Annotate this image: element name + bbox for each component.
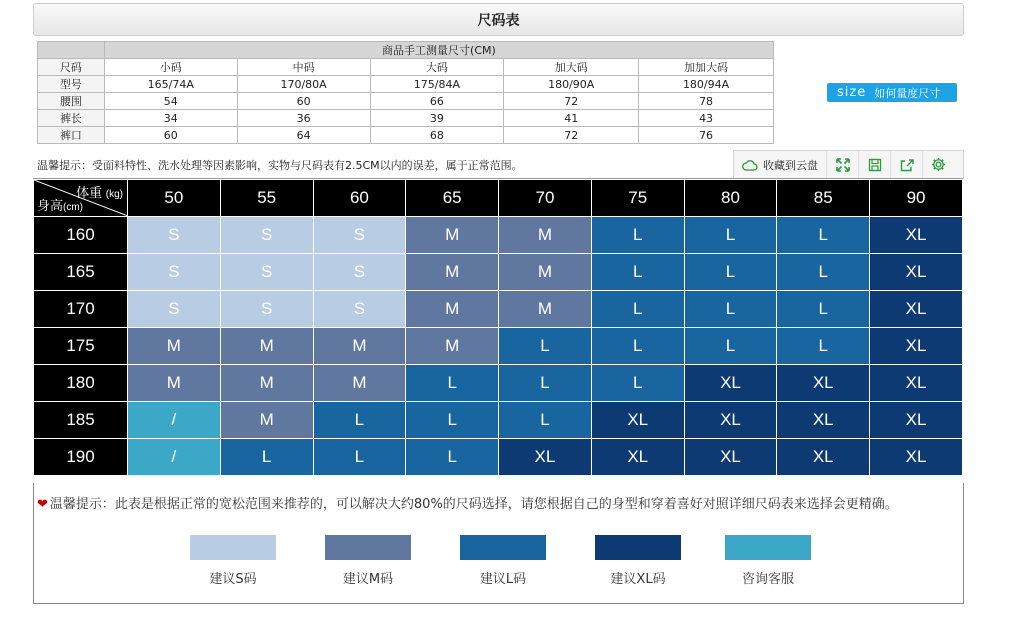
row-label: 裤口 — [38, 127, 105, 144]
weight-header-row — [34, 180, 963, 217]
measurement-tip: 温馨提示：受面料特性、洗水处理等因素影响，实物与尺码表有2.5CM以内的误差，属于正常范围。 — [37, 159, 523, 172]
size-guide-label: size — [837, 85, 867, 100]
weight-header: 55 — [220, 180, 313, 217]
fullscreen-button[interactable] — [827, 151, 859, 178]
size-cell: XL — [777, 365, 870, 402]
table-cell: 165/74A — [104, 76, 237, 93]
recommendation-tip — [37, 493, 898, 512]
table-cell: 60 — [104, 127, 237, 144]
size-cell: S — [128, 217, 221, 254]
size-cell: M — [128, 328, 221, 365]
size-cell: S — [220, 254, 313, 291]
row-label: 型号 — [38, 76, 105, 93]
measurement-corner — [38, 42, 105, 59]
legend-item — [595, 535, 681, 587]
legend-label: 建议L码 — [479, 572, 527, 587]
size-cell: L — [684, 254, 777, 291]
weight-header: 90 — [870, 180, 963, 217]
size-cell: L — [313, 402, 406, 439]
table-cell: 72 — [504, 93, 639, 110]
cloud-icon — [742, 159, 758, 171]
page-title: 尺码表 — [477, 12, 520, 29]
size-cell: XL — [870, 365, 963, 402]
size-cell: L — [591, 217, 684, 254]
weight-axis-unit: (kg) — [105, 189, 123, 200]
table-row — [38, 93, 774, 110]
size-cell: L — [591, 328, 684, 365]
size-cell: S — [220, 217, 313, 254]
weight-axis-label: 体重 — [76, 185, 103, 200]
height-header: 180 — [34, 365, 128, 402]
size-cell: L — [313, 439, 406, 476]
size-cell: XL — [591, 439, 684, 476]
table-cell: 加大码 — [504, 59, 639, 76]
size-cell: S — [313, 254, 406, 291]
height-header: 175 — [34, 328, 128, 365]
gear-icon — [931, 157, 946, 172]
size-cell: XL — [684, 402, 777, 439]
size-cell: XL — [777, 439, 870, 476]
size-cell: M — [406, 217, 499, 254]
size-cell: XL — [684, 439, 777, 476]
size-cell: XL — [777, 402, 870, 439]
grid-row — [34, 254, 963, 291]
height-header: 165 — [34, 254, 128, 291]
grid-row — [34, 217, 963, 254]
legend-item — [325, 535, 411, 587]
size-cell: L — [591, 291, 684, 328]
table-cell: 66 — [370, 93, 504, 110]
table-cell: 中码 — [237, 59, 370, 76]
table-cell: 60 — [237, 93, 370, 110]
grid-row — [34, 365, 963, 402]
size-cell: L — [777, 328, 870, 365]
size-cell: XL — [870, 254, 963, 291]
cloud-toolbar — [733, 150, 964, 179]
table-cell: 36 — [237, 110, 370, 127]
legend-item — [460, 535, 546, 587]
table-cell: 78 — [639, 93, 774, 110]
size-cell: S — [220, 291, 313, 328]
size-cell: / — [128, 402, 221, 439]
legend-swatch — [595, 535, 681, 560]
legend-swatch — [190, 535, 276, 560]
size-cell: L — [684, 328, 777, 365]
height-header: 190 — [34, 439, 128, 476]
table-cell: 41 — [504, 110, 639, 127]
size-cell: M — [313, 365, 406, 402]
weight-header: 85 — [777, 180, 870, 217]
table-row — [38, 76, 774, 93]
table-cell: 68 — [370, 127, 504, 144]
heart-icon: ❤ — [37, 497, 48, 512]
size-cell: M — [128, 365, 221, 402]
legend-label: 建议M码 — [342, 572, 394, 587]
size-cell: XL — [870, 439, 963, 476]
size-cell: M — [406, 328, 499, 365]
recommendation-tip-text: 温馨提示：此表是根据正常的宽松范围来推荐的，可以解决大约80%的尺码选择，请您根据自己的身型和穿着喜好对照详细尺码表来选择会更精确。 — [49, 497, 898, 512]
size-cell: L — [499, 402, 592, 439]
table-cell: 小码 — [104, 59, 237, 76]
size-cell: M — [406, 291, 499, 328]
table-cell: 43 — [639, 110, 774, 127]
size-cell: L — [777, 217, 870, 254]
size-guide-sublabel: 如何量度尺寸 — [874, 86, 941, 100]
size-cell: L — [591, 254, 684, 291]
measurement-group-header: 商品手工测量尺寸(CM) — [104, 42, 773, 59]
table-row — [38, 127, 774, 144]
weight-header: 65 — [406, 180, 499, 217]
size-cell: M — [220, 402, 313, 439]
legend-swatch — [325, 535, 411, 560]
size-cell: L — [684, 291, 777, 328]
weight-header: 50 — [128, 180, 221, 217]
table-row — [38, 59, 774, 76]
legend-label: 建议S码 — [209, 572, 257, 587]
table-cell: 175/84A — [370, 76, 504, 93]
table-cell: 64 — [237, 127, 370, 144]
weight-header: 60 — [313, 180, 406, 217]
size-cell: M — [220, 328, 313, 365]
size-cell: L — [406, 365, 499, 402]
size-cell: XL — [684, 365, 777, 402]
share-button[interactable] — [891, 151, 923, 178]
grid-corner — [34, 180, 128, 217]
height-header: 185 — [34, 402, 128, 439]
legend-swatch — [460, 535, 546, 560]
grid-row — [34, 402, 963, 439]
share-icon — [900, 158, 914, 172]
size-cell: L — [777, 291, 870, 328]
size-cell: S — [313, 217, 406, 254]
legend-label: 建议XL码 — [610, 572, 666, 587]
table-cell: 大码 — [370, 59, 504, 76]
save-button[interactable] — [859, 151, 891, 178]
table-cell: 54 — [104, 93, 237, 110]
table-cell: 34 — [104, 110, 237, 127]
grid-row — [34, 291, 963, 328]
size-cell: XL — [870, 217, 963, 254]
measurement-table — [37, 41, 774, 144]
size-guide-button[interactable] — [827, 83, 957, 102]
size-cell: L — [499, 365, 592, 402]
size-cell: XL — [499, 439, 592, 476]
table-cell: 72 — [504, 127, 639, 144]
legend-label: 咨询客服 — [741, 572, 794, 587]
size-cell: M — [499, 291, 592, 328]
size-recommendation-grid — [33, 178, 963, 484]
table-row — [38, 110, 774, 127]
table-cell: 加加大码 — [639, 59, 774, 76]
size-cell: S — [128, 291, 221, 328]
size-cell: XL — [591, 402, 684, 439]
legend-item — [725, 535, 811, 587]
floppy-icon — [868, 158, 882, 172]
size-cell: XL — [870, 402, 963, 439]
save-to-cloud-button[interactable] — [734, 151, 827, 178]
size-cell: M — [406, 254, 499, 291]
table-cell: 76 — [639, 127, 774, 144]
settings-button[interactable] — [923, 151, 954, 178]
legend-item — [190, 535, 276, 587]
size-cell: L — [591, 365, 684, 402]
row-label: 尺码 — [38, 59, 105, 76]
size-cell: M — [499, 217, 592, 254]
size-cell: L — [220, 439, 313, 476]
table-cell: 180/90A — [504, 76, 639, 93]
row-label: 裤长 — [38, 110, 105, 127]
weight-header: 75 — [591, 180, 684, 217]
size-cell: L — [406, 439, 499, 476]
table-cell: 39 — [370, 110, 504, 127]
grid-row — [34, 328, 963, 365]
height-axis-unit: (cm) — [63, 202, 84, 213]
height-header: 160 — [34, 217, 128, 254]
height-axis-label: 身高 — [37, 198, 64, 213]
size-cell: S — [313, 291, 406, 328]
size-cell: XL — [870, 291, 963, 328]
table-cell: 180/94A — [639, 76, 774, 93]
grid-row — [34, 439, 963, 476]
size-cell: XL — [870, 328, 963, 365]
size-cell: L — [499, 328, 592, 365]
expand-icon — [836, 158, 850, 172]
size-cell: S — [128, 254, 221, 291]
size-cell: L — [406, 402, 499, 439]
size-cell: M — [313, 328, 406, 365]
size-cell: L — [777, 254, 870, 291]
weight-header: 70 — [499, 180, 592, 217]
row-label: 腰围 — [38, 93, 105, 110]
weight-header: 80 — [684, 180, 777, 217]
size-cell: / — [128, 439, 221, 476]
height-header: 170 — [34, 291, 128, 328]
size-cell: L — [684, 217, 777, 254]
page-title-bar — [33, 3, 964, 36]
legend-swatch — [725, 535, 811, 560]
table-cell: 170/80A — [237, 76, 370, 93]
size-cell: M — [220, 365, 313, 402]
size-cell: M — [499, 254, 592, 291]
save-to-cloud-label: 收藏到云盘 — [763, 158, 818, 172]
